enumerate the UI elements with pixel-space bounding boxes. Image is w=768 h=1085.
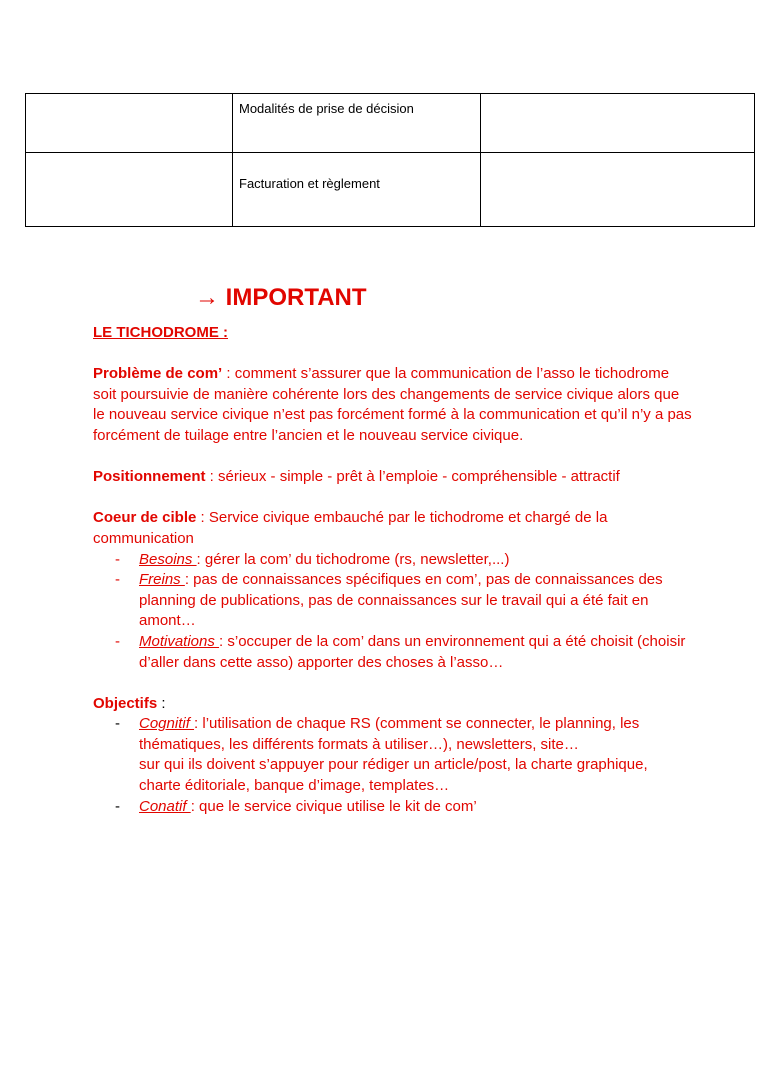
- list-item: - Conatif : que le service civique utilise le kit de com’: [115, 797, 477, 815]
- info-table: [25, 93, 755, 227]
- table-cell: [26, 94, 233, 153]
- important-heading: → IMPORTANT: [195, 284, 367, 311]
- table-row: [26, 153, 755, 227]
- item-label: Motivations: [139, 632, 220, 650]
- item-label: Cognitif: [139, 715, 195, 733]
- positionnement-label: Positionnement: [93, 468, 206, 486]
- objectifs-label: Objectifs: [93, 694, 158, 712]
- cell-label: Modalités de prise de décision: [239, 101, 414, 116]
- coeur-list: [93, 550, 693, 674]
- list-item: - Motivations : s’occuper de la com’ dans un environnement qui a été choisit (choisir d’aller dans cette asso) apporter des choses à l’asso…: [115, 632, 686, 671]
- list-item: - Cognitif : l’utilisation de chaque RS (comment se connecter, le planning, les thématiques, les différents formats à utiliser…), newsletters, site… sur qui ils doivent s’appuyer pour rédiger un article/post, la charte graphique, charte éditoriale, banque d’image, templates…: [115, 715, 648, 795]
- list-item: - Besoins : gérer la com’ du tichodrome (rs, newsletter,...): [115, 550, 510, 568]
- positionnement-paragraph: [93, 467, 693, 488]
- item-label: Besoins: [139, 550, 197, 568]
- table-cell: [233, 153, 481, 227]
- coeur-label: Coeur de cible: [93, 509, 197, 527]
- coeur-text: : Service civique embauché par le tichodrome et chargé de la communication: [93, 509, 608, 547]
- item-label: Conatif: [139, 797, 191, 815]
- table-cell: [233, 94, 481, 153]
- table-cell: [481, 153, 755, 227]
- table-cell: [481, 94, 755, 153]
- objectifs-text: :: [157, 694, 166, 712]
- list-item: - Freins : pas de connaissances spécifiques en com’, pas de connaissances des planning de publications, pas de connaissances sur le travail qui a été fait en amont…: [115, 571, 663, 630]
- document-body: [93, 323, 693, 817]
- table-row: [26, 94, 755, 153]
- probleme-text: : comment s’assurer que la communication de l’asso le tichodrome soit poursuivie de manière cohérente lors des changements de service civique alors que le nouveau service civique n’est pas forcément formé à la communication et qu’il n’y a pas forcément de tuilage entre l’ancien et le nouveau service civique.: [93, 365, 692, 444]
- probleme-paragraph: [93, 364, 693, 446]
- positionnement-text: : sérieux - simple - prêt à l’emploie - compréhensible - attractif: [205, 468, 620, 486]
- section-subtitle: LE TICHODROME :: [93, 324, 228, 341]
- item-label: Freins: [139, 571, 185, 589]
- objectifs-paragraph: [93, 694, 693, 715]
- table-cell: [26, 153, 233, 227]
- objectifs-list: [93, 714, 693, 817]
- coeur-paragraph: [93, 508, 693, 549]
- probleme-label: Problème de com’: [93, 365, 223, 383]
- cell-label: Facturation et règlement: [239, 176, 380, 191]
